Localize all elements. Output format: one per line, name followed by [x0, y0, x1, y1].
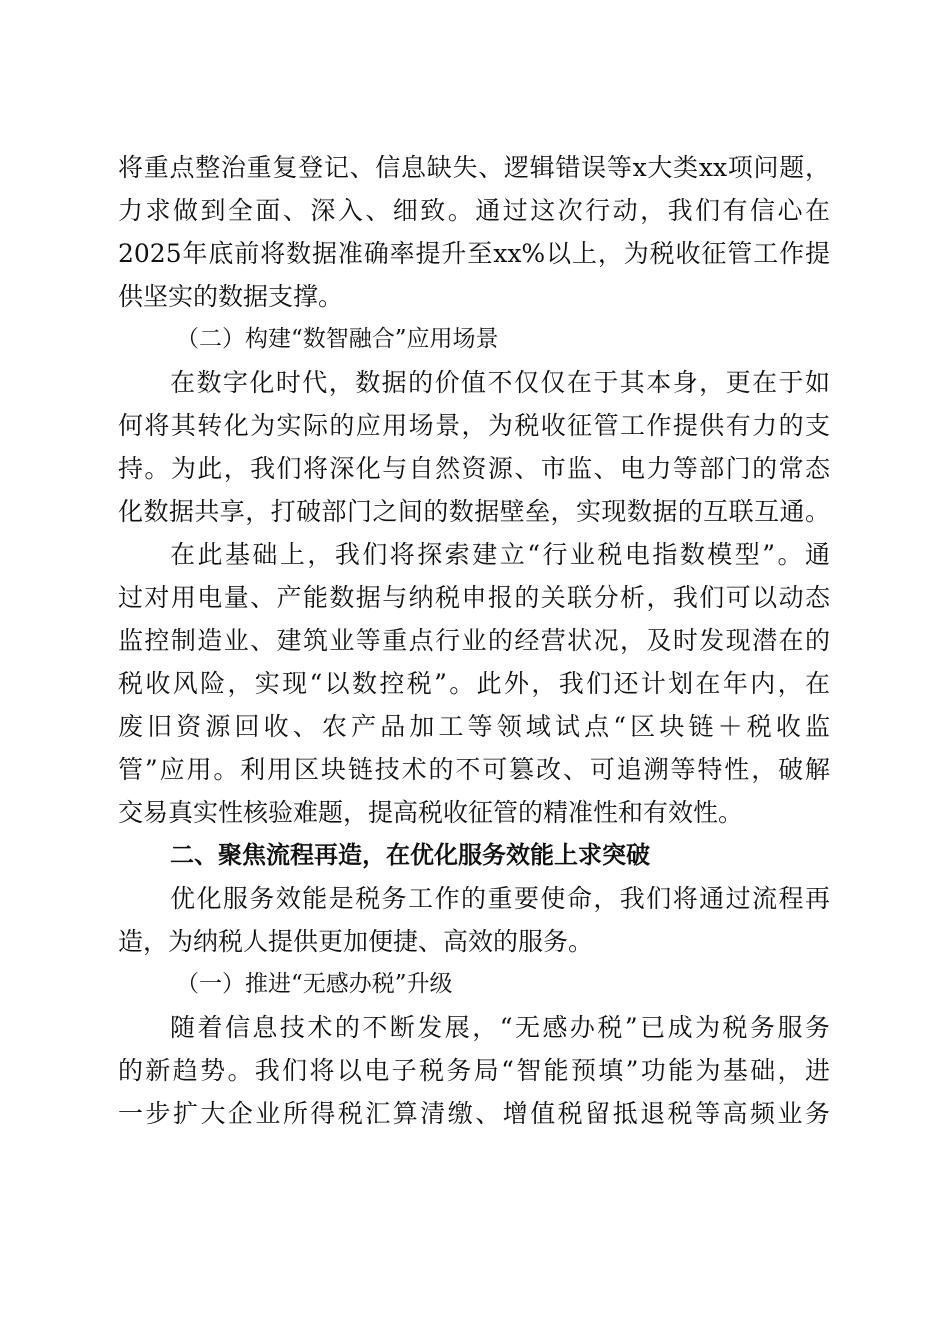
section-subheading: （一）推进“无感办税”升级 [176, 971, 453, 997]
paragraph-line: 化数据共享，打破部门之间的数据壁垒，实现数据的互联互通。 [118, 497, 830, 526]
paragraph-line: 2025年底前将数据准确率提升至xx%以上，为税收征管工作提 [118, 239, 830, 268]
section-heading: 二、聚焦流程再造，在优化服务效能上求突破 [170, 841, 650, 869]
paragraph-line: 一步扩大企业所得税汇算清缴、增值税留抵退税等高频业务 [118, 1099, 830, 1128]
paragraph-line: 管”应用。利用区块链技术的不可篡改、可追溯等特性，破解 [118, 755, 830, 784]
paragraph-line: 供坚实的数据支撑。 [118, 282, 344, 311]
paragraph-line: 在此基础上，我们将探索建立“行业税电指数模型”。通 [170, 540, 830, 569]
paragraph-line: 在数字化时代，数据的价值不仅仅在于其本身，更在于如 [170, 368, 830, 397]
paragraph-line: 何将其转化为实际的应用场景，为税收征管工作提供有力的支 [118, 411, 830, 440]
paragraph-line: 随着信息技术的不断发展，“无感办税”已成为税务服务 [170, 1013, 830, 1042]
paragraph-line: 废旧资源回收、农产品加工等领域试点“区块链＋税收监 [118, 712, 830, 741]
paragraph-line: 力求做到全面、深入、细致。通过这次行动，我们有信心在 [118, 196, 830, 225]
paragraph-line: 监控制造业、建筑业等重点行业的经营状况，及时发现潜在的 [118, 626, 830, 655]
section-subheading: （二）构建“数智融合”应用场景 [176, 326, 499, 352]
paragraph-line: 优化服务效能是税务工作的重要使命，我们将通过流程再 [170, 884, 830, 913]
document-body [118, 146, 830, 1135]
paragraph-line: 造，为纳税人提供更加便捷、高效的服务。 [118, 927, 594, 956]
paragraph-line: 税收风险，实现“以数控税”。此外，我们还计划在年内，在 [118, 669, 830, 698]
paragraph-line: 过对用电量、产能数据与纳税申报的关联分析，我们可以动态 [118, 583, 830, 612]
paragraph-line: 持。为此，我们将深化与自然资源、市监、电力等部门的常态 [118, 454, 830, 483]
paragraph-line: 的新趋势。我们将以电子税务局“智能预填”功能为基础，进 [118, 1056, 830, 1085]
paragraph-line: 将重点整治重复登记、信息缺失、逻辑错误等x大类xx项问题， [118, 153, 830, 182]
paragraph-line: 交易真实性核验难题，提高税收征管的精准性和有效性。 [118, 798, 744, 827]
